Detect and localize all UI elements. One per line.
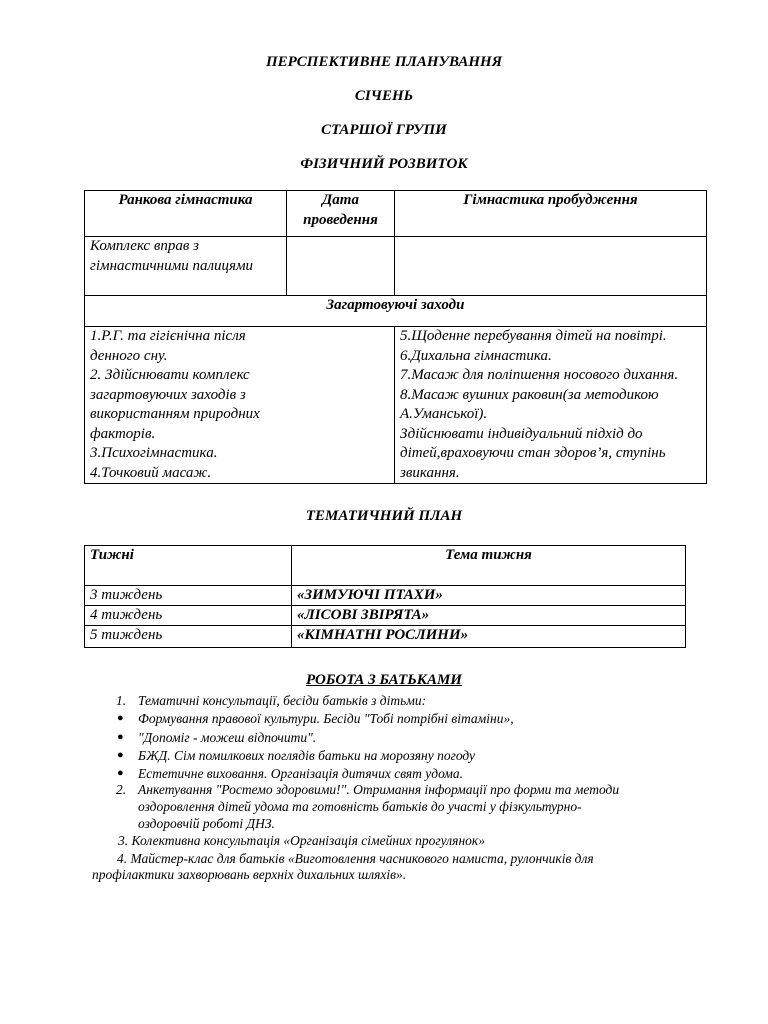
item-text: Анкетування "Ростемо здоровими!". Отримання інформації про форми та методи (138, 782, 620, 797)
item-number: 2. (116, 782, 127, 797)
header-wakeup-gymnastics: Гімнастика пробудження (395, 191, 707, 237)
thematic-plan-table (84, 545, 686, 648)
hardening-line: дітей,враховуючи стан здоров’я, ступінь (400, 445, 666, 461)
hardening-right-cell (395, 327, 707, 484)
hardening-line: 2. Здійснювати комплекс (90, 367, 250, 383)
hardening-line: 7.Масаж для поліпшення носового дихання. (400, 367, 679, 383)
hardening-line: використанням природних (90, 406, 260, 422)
hardening-line: факторів. (90, 425, 156, 442)
hardening-line: Здійснювати індивідуальний підхід до (400, 425, 643, 442)
week-cell: 4 тиждень (85, 606, 292, 626)
hardening-title: Загартовуючі заходи (85, 296, 707, 327)
hardening-line: загартовуючих заходів з (90, 386, 246, 403)
bullet-icon: ● (117, 767, 124, 779)
group-title: СТАРШОЇ ГРУПИ (321, 122, 447, 138)
item-text: 4. Майстер-клас для батьків «Виготовлення часникового намиста, рулончиків для (117, 851, 594, 866)
theme-cell: «КІМНАТНІ РОСЛИНИ» (292, 626, 686, 648)
hardening-line: 4.Точковий масаж. (90, 464, 212, 481)
hardening-line: денного сну. (90, 347, 168, 364)
item-text: оздоровчій роботі ДНЗ. (138, 816, 275, 831)
thematic-plan-title: ТЕМАТИЧНИЙ ПЛАН (305, 508, 463, 524)
bullet-icon: ● (117, 749, 124, 761)
item-number: 1. (116, 693, 127, 708)
hardening-line: 6.Дихальна гімнастика. (400, 347, 552, 364)
date-cell (287, 237, 395, 296)
parents-title: РОБОТА З БАТЬКАМИ (306, 672, 462, 688)
bullet-text: БЖД. Сім помилкових поглядів батьки на морозяну погоду (138, 748, 476, 763)
bullet-text: Формування правової культури. Бесіди "Тобі потрібні вітаміни», (138, 711, 514, 726)
hardening-line: 8.Масаж вушних раковин(за методикою (400, 386, 659, 403)
item-text: 3. Колективна консультація «Організація сімейних прогулянок» (118, 833, 485, 848)
bullet-icon: ● (117, 731, 124, 743)
hardening-left-cell (85, 327, 395, 484)
hardening-line: 3.Психогімнастика. (90, 445, 218, 461)
week-cell: 5 тиждень (85, 626, 292, 648)
item-text: профілактики захворювань верхніх дихальних шляхів». (92, 867, 407, 882)
hardening-line: А.Уманської). (400, 406, 488, 422)
section-title: ФІЗИЧНИЙ РОЗВИТОК (300, 156, 468, 172)
item-text: Тематичні консультації, бесіди батьків з дітьми: (138, 693, 427, 708)
physical-development-table (84, 190, 707, 484)
header-morning-gymnastics: Ранкова гімнастика (85, 191, 287, 237)
plan-title: ПЕРСПЕКТИВНЕ ПЛАНУВАННЯ (265, 54, 503, 70)
item-text: оздоровлення дітей удома та готовність батьків до участі у фізкультурно- (138, 799, 582, 814)
bullet-icon: ● (117, 712, 124, 724)
hardening-line: 5.Щоденне перебування дітей на повітрі. (400, 328, 667, 344)
wakeup-cell (395, 237, 707, 296)
header-date: Дата проведення (287, 191, 395, 237)
hardening-line: 1.Р.Г. та гігієнічна після (90, 328, 246, 344)
morning-complex-cell: Комплекс вправ з гімнастичними палицями (85, 237, 287, 296)
bullet-text: Естетичне виховання. Організація дитячих свят удома. (138, 766, 464, 781)
hardening-line: звикання. (400, 464, 460, 481)
weeks-header: Тижні (85, 546, 292, 586)
week-cell: 3 тиждень (85, 586, 292, 606)
theme-cell: «ЗИМУЮЧІ ПТАХИ» (292, 586, 686, 606)
theme-cell: «ЛІСОВІ ЗВІРЯТА» (292, 606, 686, 626)
bullet-text: "Допоміг - можеш відпочити". (138, 730, 317, 745)
theme-header: Тема тижня (292, 546, 686, 586)
month-title: СІЧЕНЬ (354, 88, 414, 104)
